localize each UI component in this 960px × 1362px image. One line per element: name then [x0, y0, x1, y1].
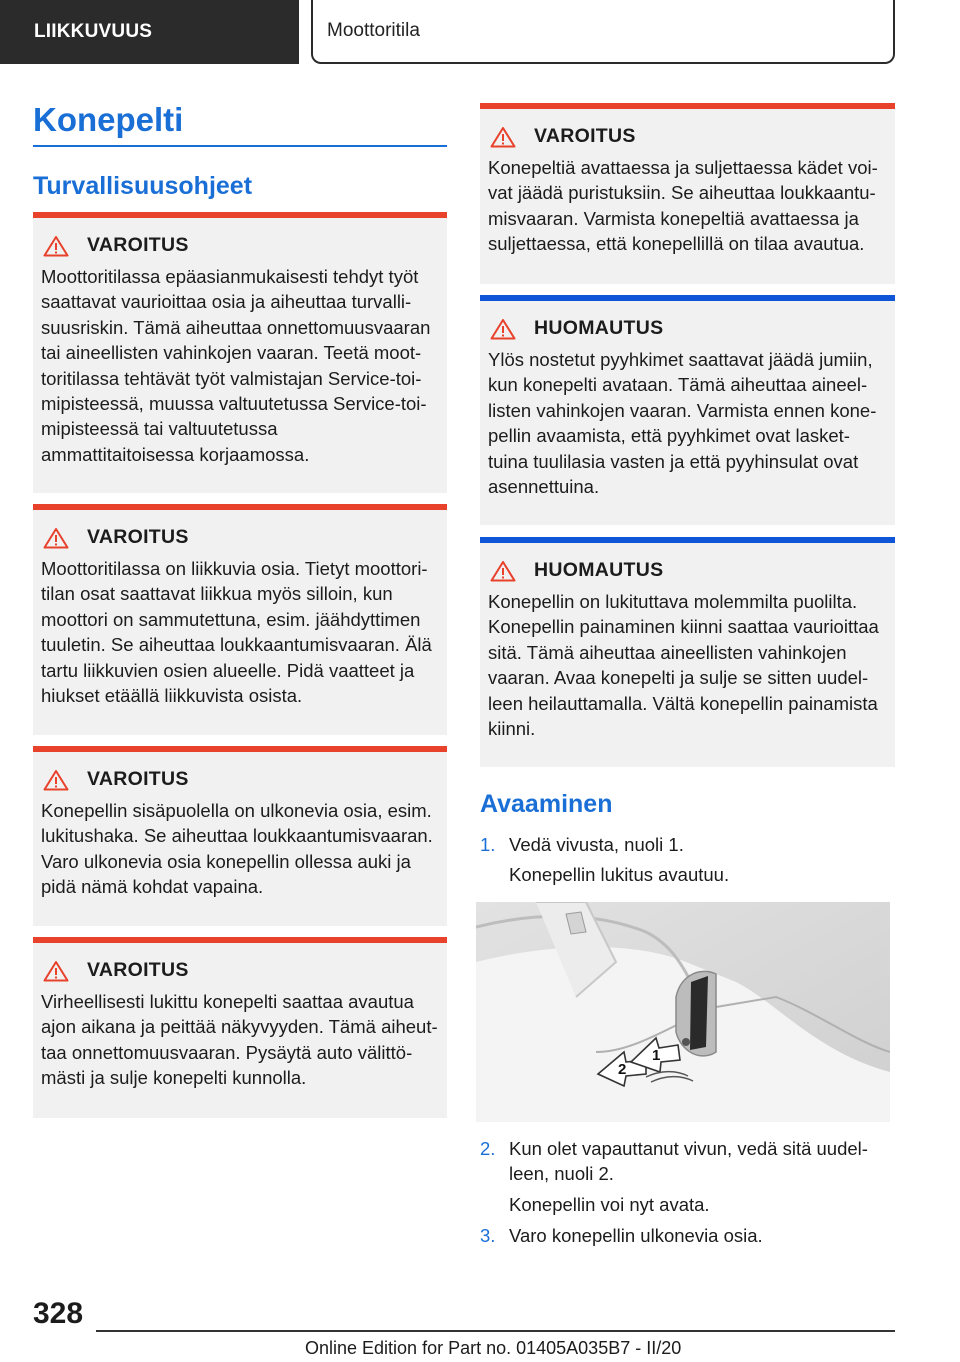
warning-triangle-icon	[43, 527, 69, 549]
arrow-label-2: 2	[618, 1061, 627, 1078]
warning-triangle-icon	[43, 769, 69, 791]
step-item	[480, 832, 684, 857]
notice-box	[480, 537, 895, 767]
box-kind-label: VAROITUS	[87, 959, 189, 981]
warning-triangle-icon	[490, 560, 516, 582]
box-text: Konepellin sisäpuolella on ulkonevia osia, esim. lukitushaka. Se aiheuttaa loukkaantumisvaaran. Varo ulkonevia osia konepellin ollessa auki ja pidä nämä kohdat vapaina.	[41, 800, 433, 898]
step-number: 2.	[480, 1138, 496, 1159]
step-text: Varo konepellin ulkonevia osia.	[509, 1225, 763, 1246]
step-text: Kun olet vapauttanut vivun, vedä sitä uudel- leen, nuoli 2.	[509, 1138, 868, 1185]
box-text: Konepellin on lukituttava molemmilta puolilta. Konepellin painaminen kiinni saattaa vaurioittaa sitä. Tämä aiheuttaa aineellisten vahinkojen vaaran. Avaa konepelti ja sulje se sitten uudel- leen heilauttamalla. Vältä konepellin painamista kiinni.	[488, 591, 879, 740]
box-kind-label: VAROITUS	[87, 234, 189, 256]
warning-triangle-icon	[43, 235, 69, 257]
page-title: Konepelti	[33, 101, 184, 138]
header-subsection: Moottoritila	[311, 0, 895, 64]
warning-triangle-icon	[490, 318, 516, 340]
box-text: Virheellisesti lukittu konepelti saattaa avautua ajon aikana ja peittää näkyvyyden. Tämä aiheut- taa onnettomuusvaaran. Pysäytä auto välittö- mästi ja sulje konepelti kunnolla.	[41, 991, 438, 1089]
warning-box	[33, 212, 447, 493]
warning-box	[33, 937, 447, 1118]
page-number: 328	[33, 1297, 84, 1330]
figure-drawing	[476, 902, 890, 1122]
warning-box	[480, 103, 895, 284]
warning-triangle-icon	[43, 960, 69, 982]
arrow-label-1: 1	[652, 1047, 661, 1064]
section-heading-opening: Avaaminen	[480, 790, 613, 818]
box-text: Konepeltiä avattaessa ja suljettaessa kädet voi- vat jäädä puristuksiin. Se aiheuttaa loukkaantu- misvaaran. Varmista konepeltiä avattaessa ja suljettaessa, että konepellillä on tilaa avautua.	[488, 157, 878, 255]
title-divider	[33, 145, 447, 147]
box-kind-label: VAROITUS	[87, 526, 189, 548]
step-result: Konepellin voi nyt avata.	[509, 1194, 710, 1215]
header-section: LIIKKUVUUS	[0, 0, 299, 64]
box-kind-label: HUOMAUTUS	[534, 317, 664, 339]
box-text: Ylös nostetut pyyhkimet saattavat jäädä jumiin, kun konepelti avataan. Tämä aiheuttaa aineel- listen vahinkojen vaaran. Varmista ennen kone- pellin avaamista, että pyyhkimet ovat lasket- tuina tuulilasia vasten ja että pyyhinsulat ovat asennettuina.	[488, 349, 877, 498]
box-text: Moottoritilassa epäasianmukaisesti tehdyt työt saattavat vaurioittaa osia ja aiheuttaa turvalli- suusriskin. Tämä aiheuttaa onnettomuusvaaran tai aineellisten vahinkojen vaaran. Teetä moot- toritilassa tehtävät työt valmistajan Service-toi- mipisteessä, muussa valtuutetussa Service-toi- mipisteessä tai valtuutetussa ammattitaitoisessa korjaamossa.	[41, 266, 431, 465]
notice-box	[480, 295, 895, 525]
step-number: 1.	[480, 834, 496, 855]
step-result: Konepellin lukitus avautuu.	[509, 864, 730, 885]
box-text: Moottoritilassa on liikkuvia osia. Tietyt moottori- tilan osat saattavat liikkua myös silloin, kun moottori on sammutettuna, esim. jäähdyttimen tuuletin. Se aiheuttaa loukkaantumisvaaran. Älä tartu liikkuvien osien alueelle. Pidä vaatteet ja hiukset etäällä liikkuvista osista.	[41, 558, 432, 707]
warning-box	[33, 746, 447, 926]
step-text: Vedä vivusta, nuoli 1.	[509, 834, 684, 855]
hood-release-lever-illustration	[476, 902, 890, 1122]
footer-edition-text: Online Edition for Part no. 01405A035B7 - II/20	[305, 1338, 682, 1358]
box-kind-label: HUOMAUTUS	[534, 559, 664, 581]
warning-box	[33, 504, 447, 735]
box-kind-label: VAROITUS	[534, 125, 636, 147]
section-heading-safety: Turvallisuusohjeet	[33, 172, 253, 200]
step-number: 3.	[480, 1225, 496, 1246]
warning-triangle-icon	[490, 126, 516, 148]
step-item	[480, 1223, 763, 1248]
box-kind-label: VAROITUS	[87, 768, 189, 790]
step-item	[480, 1136, 868, 1187]
footer-divider	[96, 1330, 895, 1332]
